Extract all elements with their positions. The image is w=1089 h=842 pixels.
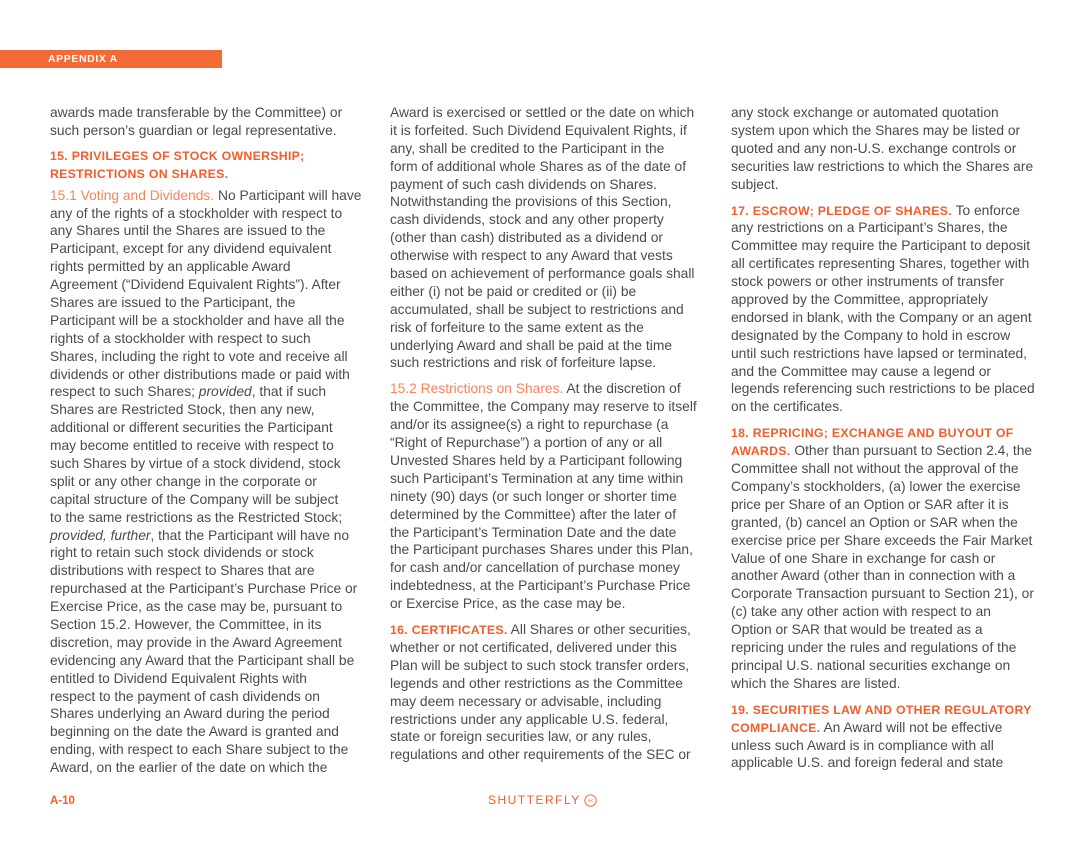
text-line: accumulated, shall be subject to restrictions and [390, 301, 684, 317]
text-line: unless such Award is in compliance with all [731, 737, 994, 753]
text-line: to the same restrictions as the Restricted Stock; [50, 509, 343, 525]
text-line: risk of forfeiture to the same extent as the [390, 319, 644, 335]
text-line: regulations and other requirements of the SEC or [390, 747, 691, 763]
text-line: the Participant’s Termination Date and the date [390, 524, 677, 540]
text-line [50, 527, 370, 545]
text-line [390, 621, 710, 639]
text-line: Plan will be subject to such stock transfer orders, [390, 657, 690, 673]
text-line: any Shares until the Shares are issued to the [50, 223, 326, 239]
text-line: Shares underlying an Award during the period [50, 706, 330, 722]
logo-inc-text: inc [587, 798, 594, 804]
paragraph [50, 104, 370, 140]
text-run: To enforce [951, 202, 1020, 218]
text-line: repricing under the rules and regulations of the [731, 640, 1017, 656]
text-line [731, 719, 1051, 737]
text-line: cash dividends, stock and any other property [390, 212, 664, 228]
text-line: subject. [731, 176, 779, 192]
text-line: legends referencing such restrictions to be placed [731, 381, 1035, 397]
text-line: indebtedness, at the Participant’s Purchase Price [390, 578, 691, 594]
text-line: any of the rights of a stockholder with respect to [50, 205, 343, 221]
text-line: Participant will be a stockholder and have all the [50, 312, 345, 328]
text-line: evidencing any Award that the Participant shall be [50, 652, 355, 668]
text-line: repurchased at the Participant’s Purchase Price or [50, 581, 358, 597]
text-line: for cash and/or cancellation of purchase money [390, 560, 680, 576]
text-line [731, 701, 1051, 719]
text-line: Agreement (“Dividend Equivalent Rights”). After [50, 277, 341, 293]
paragraph [731, 424, 1051, 692]
text-line: such person’s guardian or legal representative. [50, 122, 337, 138]
text-line: rights permitted by an applicable Award [50, 259, 291, 275]
text-line: which the Shares are listed. [731, 675, 901, 691]
text-line: Unvested Shares held by a Participant following [390, 453, 683, 469]
text-line: ending, with respect to each Share subject to the [50, 742, 349, 758]
text-line: whether or not certificated, delivered under this [390, 640, 677, 656]
text-line: (other than cash) distributed as a dividend or [390, 230, 664, 246]
text-column-1 [50, 104, 370, 785]
text-line: Shares are issued to the Participant, the [50, 295, 296, 310]
text-line: otherwise with respect to any Award that vests [390, 248, 673, 264]
paragraph [50, 187, 370, 777]
text-line: capital structure of the Company will be subject [50, 491, 339, 507]
text-line: RESTRICTIONS ON SHARES. [50, 166, 229, 181]
heading-run: 18. REPRICING; EXCHANGE AND BUYOUT OF [731, 426, 1014, 441]
italic-run: provided, further [50, 527, 151, 543]
text-line: discretion, may provide in the Award Agreement [50, 634, 342, 650]
text-line [50, 187, 370, 205]
paragraph [731, 104, 1051, 193]
text-line: exercise price per Share exceeds the Fair Market [731, 532, 1033, 548]
page-number: A-10 [50, 795, 75, 807]
text-run: No Participant will have [214, 187, 362, 203]
text-line: Committee may require the Participant to deposit [731, 238, 1031, 254]
text-column-3 [731, 104, 1051, 780]
text-line: price per Share of an Option or SAR after it is [731, 496, 1009, 512]
text-line: payment of such cash dividends on Shares. [390, 176, 657, 192]
text-line: rights of a stockholder with respect to such [50, 330, 311, 346]
text-line: restrictions under any applicable U.S. federal, [390, 711, 669, 727]
heading-run: COMPLIANCE. [731, 720, 821, 735]
text-line: and the Committee may cause a legend or [731, 363, 991, 379]
text-line: Company’s stockholders, (a) lower the exercise [731, 479, 1021, 494]
text-line: Option or SAR that would be treated as a [731, 622, 983, 638]
logo-inc-mark [584, 794, 597, 807]
text-line: stock powers or other instruments of transfer [731, 274, 1004, 290]
heading-run: 16. CERTIFICATES. [390, 623, 508, 638]
text-line: underlying Award and shall be paid at the time [390, 337, 673, 353]
text-line [731, 424, 1051, 442]
text-line: Notwithstanding the provisions of this Section, [390, 194, 672, 210]
text-line: ninety (90) days (or such longer or shorter time [390, 488, 677, 504]
heading-run: AWARDS. [731, 444, 791, 459]
text-line: beginning on the date the Award is granted and [50, 724, 339, 740]
text-line: such Shares by virtue of a stock dividend, stock [50, 456, 341, 472]
text-run: Other than pursuant to Section 2.4, the [790, 443, 1033, 459]
heading-run: 17. ESCROW; PLEDGE OF SHARES. [731, 203, 952, 218]
text-line: Participant, except for any dividend equivalent [50, 241, 332, 257]
text-line: Exercise Price, as the case may be, pursuant to [50, 599, 343, 615]
text-line: awards made transferable by the Committee) or [50, 105, 343, 120]
text-line: “Right of Repurchase”) a portion of any or all [390, 435, 663, 451]
text-line: additional or different securities the Participant [50, 420, 333, 436]
paragraph [390, 380, 710, 613]
text-line: split or any other change in the corporate or [50, 473, 317, 489]
text-line: Corporate Transaction pursuant to Section 21), or [731, 586, 1034, 602]
text-line: and/or its assignee(s) a right to repurchase (a [390, 417, 669, 433]
text-line: based on achievement of performance goals shall [390, 266, 695, 282]
text-line: form of additional whole Shares as of the date of [390, 158, 687, 174]
text-line: Shares, including the right to vote and receive all [50, 348, 348, 364]
italic-run: provided [198, 384, 252, 400]
text-run: An Award will not be effective [820, 719, 1003, 735]
text-line: 15. PRIVILEGES OF STOCK OWNERSHIP; [50, 148, 305, 163]
text-line: legends and other restrictions as the Committee [390, 675, 683, 691]
text-line: another Award (other than in connection with a [731, 568, 1016, 584]
text-line: designated by the Company to hold in escrow [731, 327, 1011, 343]
text-run: , that if such [251, 384, 327, 400]
text-line: entitled to Dividend Equivalent Rights with [50, 670, 307, 686]
text-line: until such restrictions have lapsed or terminated, [731, 345, 1028, 361]
text-line: right to retain such stock dividends or stock [50, 545, 314, 561]
text-line: approved by the Committee, appropriately [731, 292, 988, 307]
text-line: granted, (b) cancel an Option or SAR when the [731, 514, 1018, 530]
text-line: determined by the Committee) after the later of [390, 506, 677, 522]
text-line: dividends or other distributions made or paid with [50, 366, 350, 382]
text-line: principal U.S. national securities exchange on [731, 657, 1011, 673]
text-line: or Exercise Price, as the case may be. [390, 596, 626, 612]
text-line: such Participant’s Termination at any time within [390, 470, 684, 486]
text-line [50, 383, 370, 401]
paragraph [731, 701, 1051, 773]
text-line: may become entitled to receive with respect to [50, 438, 334, 454]
text-run: At the discretion of [563, 381, 681, 397]
text-line: securities law restrictions to which the Shares are [731, 158, 1034, 174]
text-line [390, 380, 710, 398]
text-line: such restrictions and risk of forfeiture lapse. [390, 355, 657, 371]
text-line: Value of one Share in exchange for cash or [731, 550, 996, 566]
text-line: Shares are Restricted Stock, then any new, [50, 402, 315, 418]
appendix-tab [0, 50, 222, 68]
text-line: all certificates representing Shares, together with [731, 256, 1030, 272]
text-column-2 [390, 104, 710, 772]
appendix-label: APPENDIX A [48, 53, 118, 65]
paragraph [390, 621, 710, 764]
text-line: Award is exercised or settled or the date on which [390, 105, 695, 120]
text-line: quoted and any non-U.S. exchange controls or [731, 140, 1017, 156]
text-line [731, 442, 1051, 460]
text-line: any restrictions on a Participant’s Shares, the [731, 220, 1008, 236]
text-line: the Committee, the Company may reserve to itself [390, 399, 697, 415]
text-line: any stock exchange or automated quotation [731, 105, 999, 120]
section-heading [50, 148, 370, 184]
paragraph [731, 202, 1051, 417]
heading-run: 19. SECURITIES LAW AND OTHER REGULATORY [731, 702, 1032, 717]
text-line: any, shall be credited to the Participant in the [390, 140, 665, 156]
text-line: (c) take any other action with respect to an [731, 604, 991, 620]
text-run: , that the Participant will have no [150, 527, 350, 543]
text-line: on the certificates. [731, 399, 843, 415]
paragraph [390, 104, 710, 372]
text-line: distributions with respect to Shares that are [50, 563, 315, 579]
text-line: either (i) not be paid or credited or (ii) be [390, 283, 637, 299]
text-line: Award, on the earlier of the date on which the [50, 760, 328, 776]
text-line: Committee shall not without the approval of the [731, 461, 1019, 477]
text-line [731, 202, 1051, 220]
text-line: respect to the payment of cash dividends on [50, 688, 320, 704]
text-line: applicable U.S. and foreign federal and state [731, 755, 1004, 771]
text-line: endorsed in blank, with the Company or an agent [731, 309, 1032, 325]
shutterfly-logo [488, 793, 597, 808]
text-line: may deem necessary or advisable, including [390, 693, 662, 709]
text-line: Section 15.2. However, the Committee, in its [50, 617, 322, 633]
text-run: All Shares or other securities, [507, 622, 691, 638]
logo-wordmark: SHUTTERFLY [488, 793, 581, 807]
subheading-run: 15.2 Restrictions on Shares. [390, 381, 564, 397]
text-run: respect to such Shares; [50, 384, 199, 400]
text-line: it is forfeited. Such Dividend Equivalent Rights, if [390, 122, 687, 138]
text-line: system upon which the Shares may be listed or [731, 122, 1021, 138]
text-line: state or foreign securities law, or any rules, [390, 729, 652, 745]
subheading-run: 15.1 Voting and Dividends. [50, 187, 215, 203]
text-line: the Participant purchases Shares under this Plan, [390, 542, 693, 558]
